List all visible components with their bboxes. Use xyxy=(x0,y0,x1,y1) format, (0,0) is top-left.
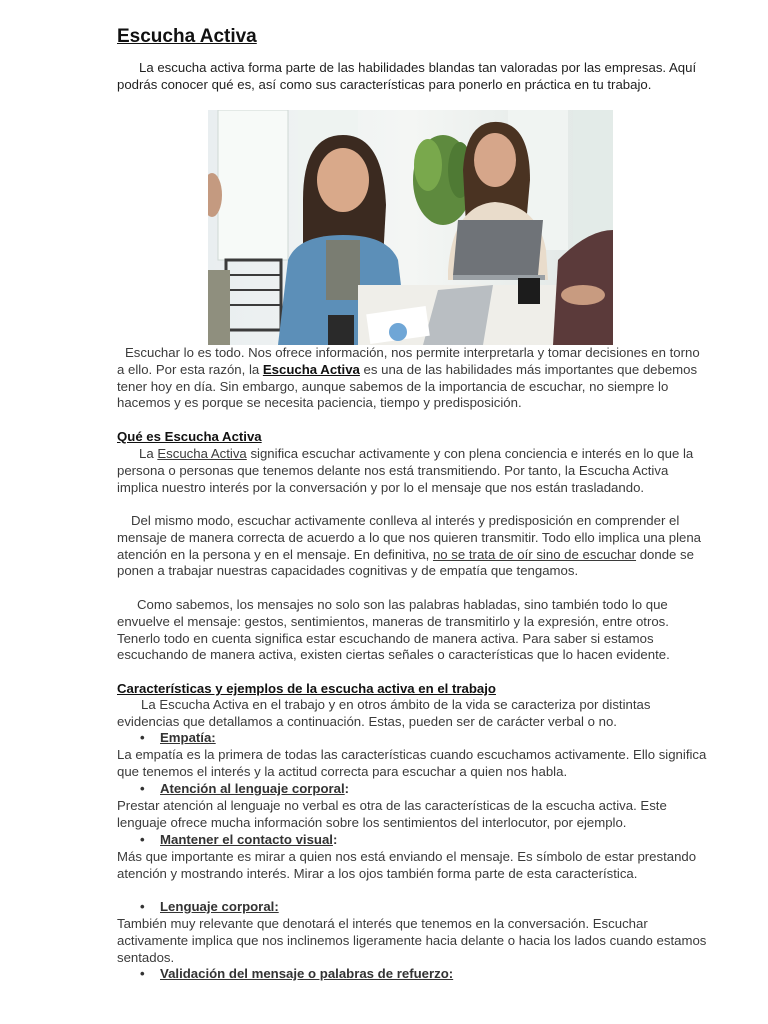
bullet-suffix: : xyxy=(332,832,338,847)
bullet-label: Atención al lenguaje corporal xyxy=(160,781,345,796)
bullet-validacion xyxy=(140,966,453,983)
section-title-caracteristicas: Características y ejemplos de la escucha activa en el trabajo xyxy=(117,681,496,696)
page-title: Escucha Activa xyxy=(117,26,257,47)
bullet-label: Mantener el contacto visual xyxy=(160,832,333,847)
bullet-atencion-lenguaje xyxy=(140,781,349,798)
paragraph-text: Escuchar lo es todo. Nos ofrece información, nos permite interpretarla y tomar decisiones en torno a ello. Por esta razón, la xyxy=(117,345,700,377)
escucha-activa-link[interactable]: Escucha Activa xyxy=(157,446,247,461)
bullet-glyph: • xyxy=(140,730,145,745)
paragraph-caracteristicas-intro xyxy=(117,697,702,731)
bullet-glyph: • xyxy=(140,832,145,847)
paragraph-text: es una de las habilidades más importantes que debemos tener hoy en día. Sin embargo, aunque sabemos de la importancia de escuchar, no siempre lo hacemos y es porque se necesita paciencia, tiempo y predisposición. xyxy=(117,361,698,411)
bullet-label: Lenguaje corporal: xyxy=(160,899,279,914)
paragraph-que-es-1 xyxy=(117,446,702,496)
bullet-text-contacto-visual: Más que importante es mirar a quien nos está enviando el mensaje. Es símbolo de estar prestando atención y mostrando interés. Mirar a los ojos también forma parte de esta característica. xyxy=(117,849,697,881)
bullet-glyph: • xyxy=(140,966,145,981)
paragraph-text: significa escuchar activamente y con plena conciencia e interés en lo que la persona o personas que tenemos delante nos está transmitiendo. Por tanto, la Escucha Activa implica nuestro interés por la conversación y por lo el mensaje que nos están trasladando. xyxy=(117,446,694,495)
bullet-empatia xyxy=(140,730,216,747)
bullet-text-atencion-lenguaje: Prestar atención al lenguaje no verbal es otra de las características de la escucha activa. Este lenguaje ofrece mucha información sobre los sentimientos del interlocutor, por ejemplo. xyxy=(117,798,667,830)
paragraph-text: Como sabemos, los mensajes no solo son las palabras habladas, sino también todo lo que envuelve el mensaje: gestos, sentimientos, maneras de transmitirlo y la expresión, entre otros. Tenerlo todo en cuenta significa estar escuchando de manera activa. Para saber si estamos escuchando de manera activa, existen ciertas señales o características que lo hacen evidente. xyxy=(117,597,670,663)
intro-paragraph xyxy=(117,60,702,94)
bullet-contacto-visual xyxy=(140,832,337,849)
escucha-activa-link[interactable]: Escucha Activa xyxy=(262,361,360,377)
paragraph-text: La Escucha Activa en el trabajo y en otros ámbito de la vida se caracteriza por distintas evidencias que detallamos a continuación. Estas, pueden ser de carácter verbal o no. xyxy=(117,697,651,729)
oir-escuchar-link[interactable]: no se trata de oír sino de escuchar xyxy=(432,546,637,562)
paragraph-escuchar xyxy=(117,345,702,412)
bullet-suffix: : xyxy=(344,781,350,796)
bullet-text-empatia: La empatía es la primera de todas las características cuando escuchamos activamente. Ello significa que tenemos el interés y la actitud correcta para escuchar a quien nos habla. xyxy=(117,747,707,779)
section-title-que-es: Qué es Escucha Activa xyxy=(117,429,262,444)
paragraph-text: Del mismo modo, escuchar activamente conlleva al interés y predisposición en comprender el mensaje de manera correcta de acuerdo a lo que nos quieren transmitir. Todo ello implica una plena atención en la persona y en el mensaje. En definitiva, xyxy=(117,513,702,562)
bullet-label: Empatía: xyxy=(160,730,216,745)
meeting-photo xyxy=(208,110,613,345)
intro-text: La escucha activa forma parte de las habilidades blandas tan valoradas por las empresas. Aquí podrás conocer qué es, así como sus características para ponerlo en práctica en tu trabajo. xyxy=(117,60,697,92)
bullet-text-lenguaje-corporal: También muy relevante que denotará el interés que tenemos en la conversación. Escuchar activamente implica que nos inclinemos ligeramente hacia delante o hacia los lados cuando estamos sentados. xyxy=(117,916,707,965)
bullet-lenguaje-corporal xyxy=(140,899,279,916)
paragraph-que-es-2 xyxy=(117,513,702,580)
paragraph-text: donde se ponen a trabajar nuestras capacidades cognitivas y de empatía que tengamos. xyxy=(117,546,694,579)
bullet-glyph: • xyxy=(140,899,145,914)
bullet-label: Validación del mensaje o palabras de refuerzo: xyxy=(160,966,454,981)
bullet-glyph: • xyxy=(140,781,145,796)
paragraph-text: La xyxy=(139,446,158,461)
paragraph-que-es-3 xyxy=(117,597,702,664)
